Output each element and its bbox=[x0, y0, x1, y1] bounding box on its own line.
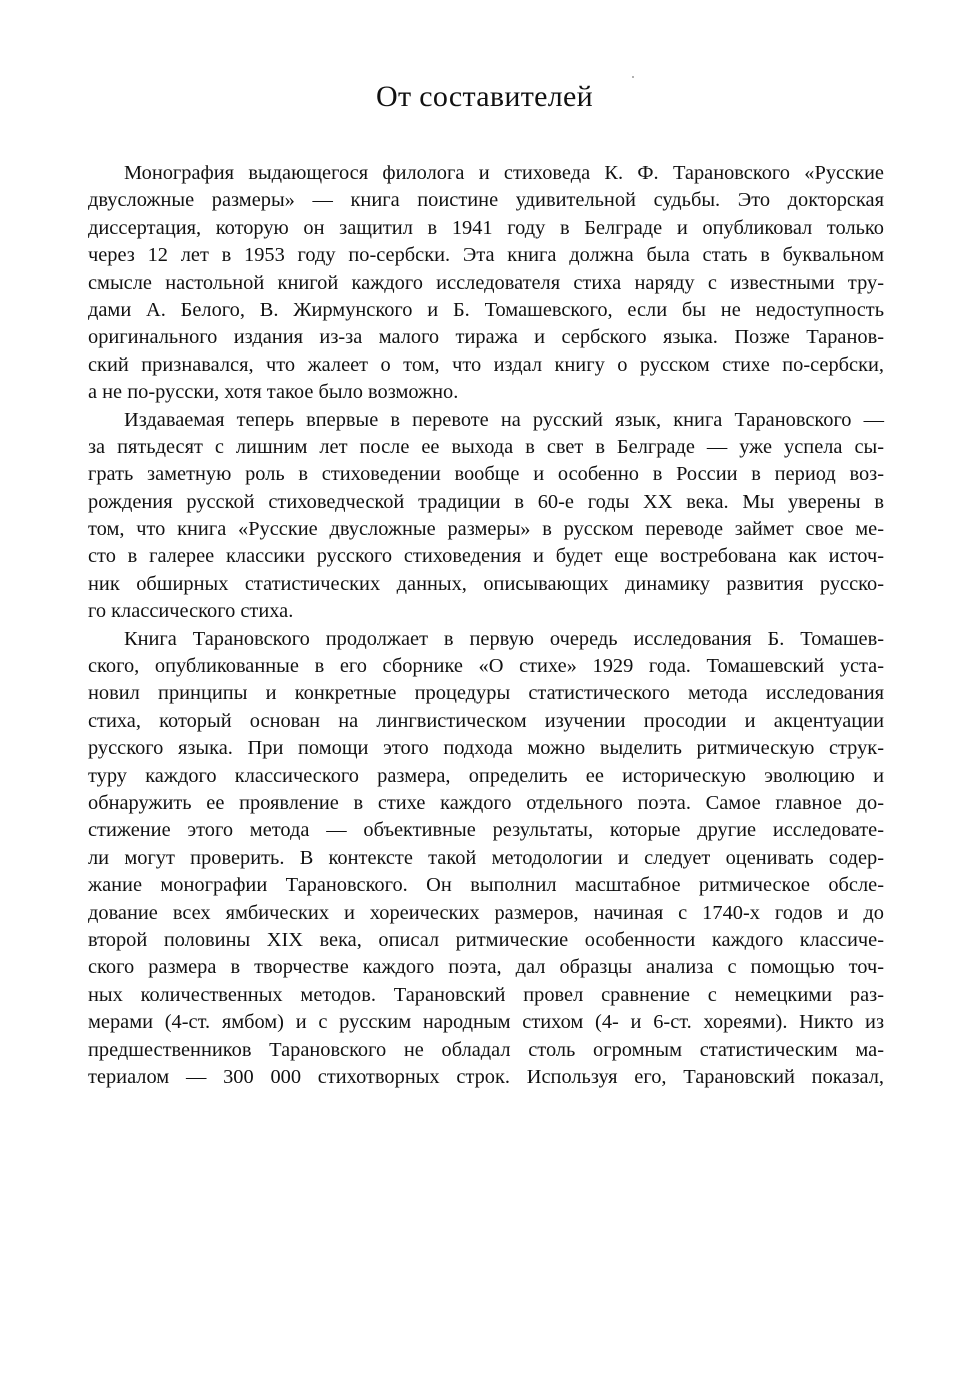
text-line: ных количественных методов. Тарановский провел сравнение с немецкими раз- bbox=[88, 983, 884, 1006]
text-line: го классического стиха. bbox=[88, 600, 294, 623]
text-line: ли могут проверить. В контексте такой методологии и следует оценивать содер- bbox=[88, 846, 884, 869]
text-line: Монография выдающегося филолога и стиховеда К. Ф. Тарановского «Русские bbox=[124, 162, 884, 184]
text-line: мерами (4-ст. ямбом) и с русским народным стихом (4- и 6-ст. хореями). Никто из bbox=[88, 1011, 884, 1034]
text-line: сто в галерее классики русского стиховедения и будет еще востребована как источ- bbox=[88, 545, 884, 568]
text-line: двусложные размеры» — книга поистине удивительной судьбы. Это докторская bbox=[88, 189, 884, 212]
text-line: диссертация, которую он защитил в 1941 году в Белграде и опубликовал только bbox=[88, 216, 884, 239]
text-line: териалом — 300 000 стихотворных строк. Используя его, Тарановский показал, bbox=[88, 1065, 884, 1088]
text-line: через 12 лет в 1953 году по-сербски. Эта книга должна была стать в буквальном bbox=[88, 244, 884, 267]
text-line: обнаружить ее проявление в стихе каждого отдельного поэта. Самое главное до- bbox=[88, 791, 884, 814]
text-line: а не по-русски, хотя такое было возможно. bbox=[88, 381, 459, 404]
text-line: Издаваемая теперь впервые в перевоте на русский язык, книга Тарановского — bbox=[124, 408, 884, 431]
paragraph-3 bbox=[88, 626, 884, 1092]
text-line: новил принципы и конкретные процедуры статистического метода исследования bbox=[88, 682, 884, 705]
body-text bbox=[88, 160, 884, 1091]
text-line: русского языка. При помощи этого подхода можно выделить ритмическую струк- bbox=[88, 737, 884, 760]
text-line: стижение этого метода — объективные результаты, которые другие исследовате- bbox=[88, 819, 884, 842]
page-title: От составителей bbox=[376, 80, 593, 113]
text-line: ского размера в творчестве каждого поэта, дал образцы анализа с помощью точ- bbox=[88, 956, 884, 979]
text-line: предшественников Тарановского не обладал столь огромным статистическим ма- bbox=[88, 1038, 884, 1061]
text-line: стиха, который основан на лингвистическом изучении просодии и акцентуации bbox=[88, 709, 884, 732]
text-line: рождения русской стиховедческой традиции в 60-е годы XX века. Мы уверены в bbox=[88, 490, 884, 513]
text-line: жание монографии Тарановского. Он выполнил масштабное ритмическое обсле- bbox=[88, 874, 884, 897]
paragraph-1 bbox=[88, 160, 884, 407]
scan-speck bbox=[632, 76, 634, 78]
text-line: Книга Тарановского продолжает в первую очередь исследования Б. Томашев- bbox=[124, 627, 884, 650]
text-line: дование всех ямбических и хореических размеров, начиная с 1740-х годов и до bbox=[88, 901, 884, 924]
text-line: второй половины XIX века, описал ритмические особенности каждого классиче- bbox=[88, 928, 884, 951]
text-line: оригинального издания из-за малого тиража и сербского языка. Позже Таранов- bbox=[88, 326, 884, 349]
text-line: ского, опубликованные в его сборнике «О стихе» 1929 года. Томашевский уста- bbox=[88, 655, 884, 678]
text-line: дами А. Белого, В. Жирмунского и Б. Томашевского, если бы не недоступность bbox=[88, 298, 884, 321]
text-line: за пятьдесят с лишним лет после ее выхода в свет в Белграде — уже успела сы- bbox=[88, 435, 884, 458]
text-line: том, что книга «Русские двусложные размеры» в русском переводе займет свое ме- bbox=[88, 518, 884, 541]
text-line: смысле настольной книгой каждого исследователя стиха наряду с известными тру- bbox=[88, 271, 884, 294]
text-line: ник обширных статистических данных, описывающих динамику развития русско- bbox=[88, 572, 884, 595]
text-line: грать заметную роль в стиховедении вообще и особенно в России в период воз- bbox=[88, 463, 884, 486]
text-line: туру каждого классического размера, определить ее историческую эволюцию и bbox=[88, 764, 884, 787]
paragraph-2 bbox=[88, 407, 884, 626]
text-line: ский признавался, что жалеет о том, что издал книгу о русском стихе по-сербски, bbox=[88, 353, 884, 376]
